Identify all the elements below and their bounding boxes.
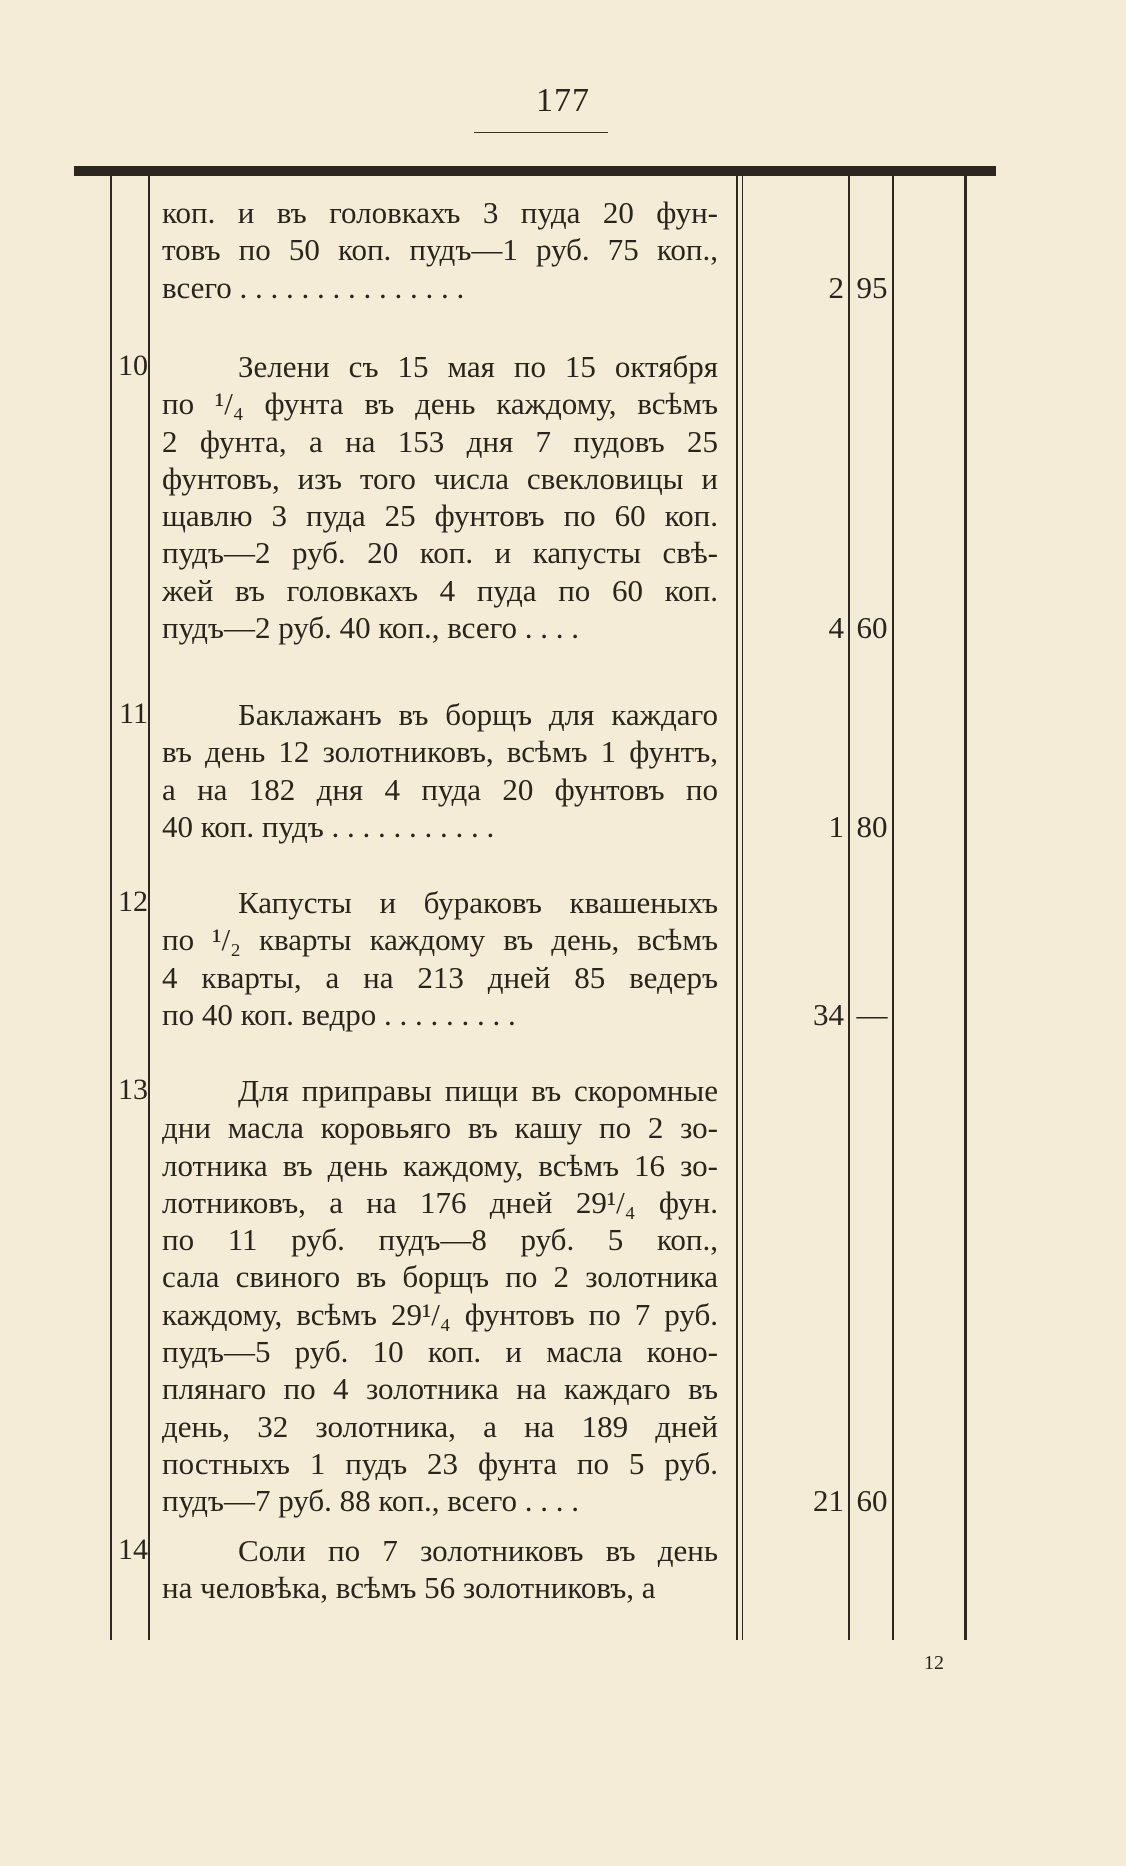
amount-rubles: 4 <box>828 610 844 646</box>
entry-text-line: пудъ—2 руб. 40 коп., всего . . . . <box>162 610 580 646</box>
column-rule-kopecks <box>892 176 894 1640</box>
amount-kopecks: 80 <box>856 808 888 844</box>
entry-text <box>162 884 718 1033</box>
amount-rubles: 34 <box>813 996 844 1032</box>
amount-kopecks: 60 <box>856 610 888 646</box>
entry-text <box>162 1072 718 1520</box>
entry-number: 10 <box>118 349 148 382</box>
entry-text-line: Для приправы пищи въ скоромные <box>238 1073 718 1108</box>
entry-text-line: лотника въ день каждому, всѣмъ 16 зо- <box>162 1147 718 1183</box>
amount-kopecks: 60 <box>856 1483 888 1519</box>
entry-text-line: коп. и въ головкахъ 3 пуда 20 фун- <box>162 195 718 230</box>
entry-text-line: по 40 коп. ведро . . . . . . . . . <box>162 996 516 1032</box>
amount-rubles: 1 <box>828 808 844 844</box>
entry-text-line: всего . . . . . . . . . . . . . . . <box>162 269 465 305</box>
entry-number: 11 <box>119 697 148 730</box>
entry-text <box>162 348 718 646</box>
entry-text-line: пудъ—7 руб. 88 коп., всего . . . . <box>162 1483 580 1519</box>
entry-text-line: Баклажанъ въ борщъ для каждаго <box>238 697 718 732</box>
entry-text-line: товъ по 50 коп. пудъ—1 руб. 75 коп., <box>162 232 718 268</box>
entry-text-line: по ¹/₄ фунта въ день каждому, всѣмъ <box>162 386 718 422</box>
entry-text-line: каждому, всѣмъ 29¹/₄ фунтовъ по 7 руб. <box>162 1296 718 1332</box>
amount-kopecks: — <box>856 996 888 1032</box>
entry-text <box>162 1532 718 1607</box>
entry-text-line: а на 182 дня 4 пуда 20 фунтовъ по <box>162 771 718 807</box>
entry-text-line: по 11 руб. пудъ—8 руб. 5 коп., <box>162 1222 718 1258</box>
entry-text-line: Зелени съ 15 мая по 15 октября <box>238 349 718 384</box>
column-rule-right <box>964 176 967 1640</box>
printer-signature: 12 <box>924 1652 944 1674</box>
entry-text-line: день, 32 золотника, а на 189 дней <box>162 1408 718 1444</box>
entry-text-line: постныхъ 1 пудъ 23 фунта по 5 руб. <box>162 1445 718 1481</box>
entry-text-line: на человѣка, всѣмъ 56 золотниковъ, а <box>162 1570 656 1606</box>
column-rule-text <box>736 176 738 1640</box>
amount-kopecks: 95 <box>856 269 888 305</box>
entry-text-line: Соли по 7 золотниковъ въ день <box>238 1533 718 1568</box>
entry-number: 13 <box>118 1073 148 1106</box>
entry-number: 14 <box>118 1533 148 1566</box>
entry-text-line: Капусты и бураковъ квашеныхъ <box>238 885 718 920</box>
entry-text <box>162 696 718 845</box>
entry-text-line: пудъ—5 руб. 10 коп. и масла коно- <box>162 1334 718 1370</box>
page-number: 177 <box>536 82 590 119</box>
entry-number: 12 <box>118 885 148 918</box>
entry-text-line: сала свиного въ борщъ по 2 золотника <box>162 1259 718 1295</box>
entry-text-line: въ день 12 золотниковъ, всѣмъ 1 фунтъ, <box>162 734 718 770</box>
page-number-rule <box>474 132 608 133</box>
entry-text <box>162 194 718 306</box>
entry-text-line: плянаго по 4 золотника на каждаго въ <box>162 1371 718 1407</box>
column-rule-text-double <box>742 176 743 1640</box>
entry-text-line: дни масла коровьяго въ кашу по 2 зо- <box>162 1110 718 1146</box>
entry-text-line: 4 кварты, а на 213 дней 85 ведеръ <box>162 959 718 995</box>
entry-text-line: фунтовъ, изъ того числа свекловицы и <box>162 460 718 496</box>
entry-text-line: лотниковъ, а на 176 дней 29¹/₄ фун. <box>162 1184 718 1220</box>
entry-text-line: 40 коп. пудъ . . . . . . . . . . . <box>162 808 495 844</box>
entry-text-line: 2 фунта, а на 153 дня 7 пудовъ 25 <box>162 423 718 459</box>
amount-rubles: 21 <box>813 1483 844 1519</box>
column-rule-number <box>148 176 150 1640</box>
table-top-rule <box>74 166 996 176</box>
entry-text-line: жей въ головкахъ 4 пуда по 60 коп. <box>162 572 718 608</box>
entry-text-line: по ¹/₂ кварты каждому въ день, всѣмъ <box>162 922 718 958</box>
entry-text-line: щавлю 3 пуда 25 фунтовъ по 60 коп. <box>162 498 718 534</box>
amount-rubles: 2 <box>828 269 844 305</box>
entry-text-line: пудъ—2 руб. 20 коп. и капусты свѣ- <box>162 535 718 571</box>
column-rule-rubles <box>848 176 850 1640</box>
